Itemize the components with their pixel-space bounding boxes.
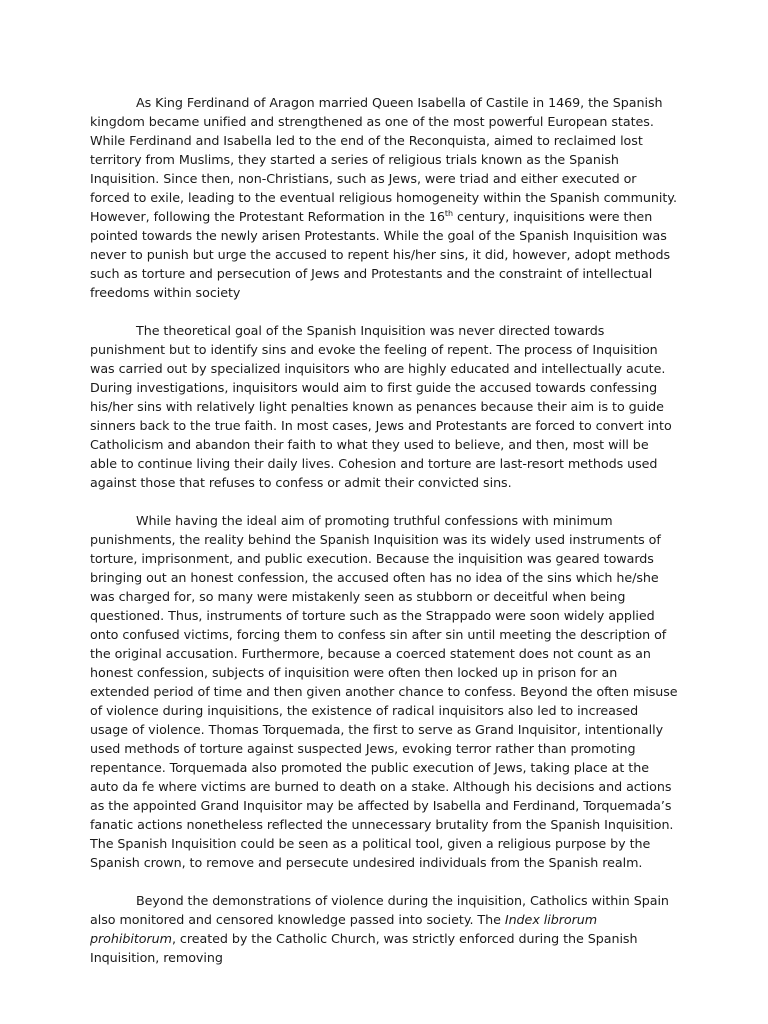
paragraph-1-text-end: century, inquisitions were then pointed towards the newly arisen Protestants. While the goal of the Spanish Inquisition was never to punish but urge the accused to repent his/her sins, it did, however, adopt methods such as torture and persecution of Jews and Protestants and the constraint of intellectual freedoms within society <box>90 209 671 300</box>
ordinal-superscript: th <box>444 208 454 218</box>
paragraph-3: While having the ideal aim of promoting truthful confessions with minimum punishments, the reality behind the Spanish Inquisition was its widely used instruments of torture, imprisonment, and public execution. Because the inquisition was geared towards bringing out an honest confession, the accused often has no idea of the sins which he/she was charged for, so many were mistakenly seen as stubborn or deceitful when being questioned. Thus, instruments of torture such as the Strappado were soon widely applied onto confused victims, forcing them to confess sin after sin until meeting the description of the original accusation. Furthermore, because a coerced statement does not count as an honest confession, subjects of inquisition were often then locked up in prison for an extended period of time and then given another chance to confess. Beyond the often misuse of violence during inquisitions, the existence of radical inquisitors also led to increased usage of violence. Thomas Torquemada, the first to serve as Grand Inquisitor, intentionally used methods of torture against suspected Jews, evoking terror rather than promoting repentance. Torquemada also promoted the public execution of Jews, taking place at the auto da fe where victims are burned to death on a stake. Although his decisions and actions as the appointed Grand Inquisitor may be affected by Isabella and Ferdinand, Torquemada’s fanatic actions nonetheless reflected the unnecessary brutality from the Spanish Inquisition. The Spanish Inquisition could be seen as a political tool, given a religious purpose by the Spanish crown, to remove and persecute undesired individuals from the Spanish realm. <box>90 513 678 870</box>
paragraph-2: The theoretical goal of the Spanish Inquisition was never directed towards punishment but to identify sins and evoke the feeling of repent. The process of Inquisition was carried out by specialized inquisitors who are highly educated and intellectually acute. During investigations, inquisitors would aim to first guide the accused towards confessing his/her sins with relatively light penalties known as penances because their aim is to guide sinners back to the true faith. In most cases, Jews and Protestants are forced to convert into Catholicism and abandon their faith to what they used to believe, and then, most will be able to continue living their daily lives. Cohesion and torture are last-resort methods used against those that refuses to confess or admit their convicted sins. <box>90 323 672 490</box>
paragraph-1-text-start: As King Ferdinand of Aragon married Queen Isabella of Castile in 1469, the Spanish kingdom became unified and strengthened as one of the most powerful European states. While Ferdinand and Isabella led to the end of the Reconquista, aimed to reclaimed lost territory from Muslims, they started a series of religious trials known as the Spanish Inquisition. Since then, non-Christians, such as Jews, were triad and either executed or forced to exile, leading to the eventual religious homogeneity within the Spanish community. However, following the Protestant Reformation in the 16 <box>90 95 677 224</box>
paragraph-4-text-start: Beyond the demonstrations of violence during the inquisition, Catholics within Spain also monitored and censored knowledge passed into society. The <box>90 893 669 927</box>
paragraph-4 <box>90 891 678 967</box>
book-title-italic: Index librorum prohibitorum <box>90 912 598 946</box>
paragraph-1 <box>90 93 678 302</box>
paragraph-4-text-end: , created by the Catholic Church, was strictly enforced during the Spanish Inquisition, removing <box>90 931 638 965</box>
document-page <box>90 93 678 986</box>
